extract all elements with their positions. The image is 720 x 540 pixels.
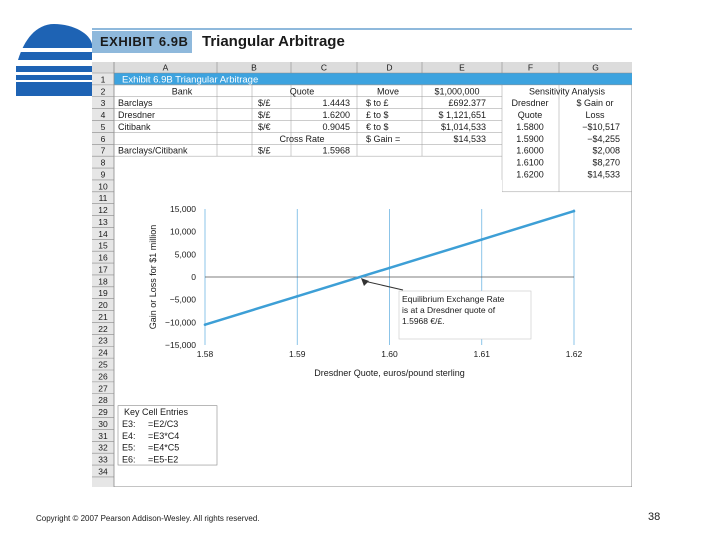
- row-header-25: 25: [98, 359, 108, 370]
- cell-pair: $/€: [258, 121, 271, 132]
- row-header-21: 21: [98, 311, 108, 322]
- cell-amount: £692.377: [448, 98, 486, 109]
- data-point: [480, 238, 483, 241]
- data-point: [573, 210, 576, 213]
- column-header-E: E: [459, 62, 465, 73]
- sensitivity-col2-line2: Loss: [585, 110, 605, 121]
- y-tick-label: −5,000: [169, 294, 196, 305]
- row-header-14: 14: [98, 228, 108, 239]
- row-header-5: 5: [100, 121, 106, 132]
- cell-quote: 0.9045: [322, 121, 350, 132]
- sensitivity-title: Sensitivity Analysis: [528, 86, 606, 97]
- row-header-10: 10: [98, 181, 108, 192]
- title-rule: [92, 28, 632, 30]
- column-header-A: A: [162, 62, 169, 73]
- annotation-text: Equilibrium Exchange Rate: [402, 294, 505, 304]
- key-cell-formula: =E3*C4: [148, 430, 180, 441]
- row-header-34: 34: [98, 466, 108, 477]
- sensitivity-quote: 1.6200: [516, 169, 544, 180]
- row-header-24: 24: [98, 347, 108, 358]
- key-cell-ref: E4:: [122, 430, 136, 441]
- annotation-text: 1.5968 €/£.: [402, 316, 445, 326]
- column-header-F: F: [527, 62, 534, 73]
- x-axis-label: Dresdner Quote, euros/pound sterling: [314, 368, 465, 378]
- row-header-30: 30: [98, 418, 108, 429]
- row-header-12: 12: [98, 205, 108, 216]
- y-tick-label: 5,000: [174, 249, 196, 260]
- column-header-C: C: [320, 62, 328, 73]
- cross-rate-label: Cross Rate: [279, 133, 325, 144]
- sensitivity-gain: $14,533: [587, 169, 620, 180]
- exhibit-title: Triangular Arbitrage: [202, 33, 345, 50]
- sensitivity-col1-line1: Dresdner: [511, 98, 549, 109]
- row-header-8: 8: [100, 157, 106, 168]
- row-header-13: 13: [98, 216, 108, 227]
- cell-cross-pair: $/£: [258, 145, 271, 156]
- row-header-27: 27: [98, 383, 108, 394]
- row-header-23: 23: [98, 335, 108, 346]
- data-point: [204, 323, 207, 326]
- cell-move: $ to £: [366, 98, 389, 109]
- header-quote: Quote: [289, 86, 315, 97]
- cell-quote: 1.6200: [322, 110, 350, 121]
- header-move: Move: [376, 86, 400, 97]
- row-header-2: 2: [100, 86, 106, 97]
- x-tick-label: 1.60: [381, 349, 398, 359]
- spreadsheet: [92, 62, 632, 487]
- key-cell-formula: =E4*C5: [148, 442, 180, 453]
- sensitivity-gain: −$10,517: [582, 121, 620, 132]
- cell-bank: Barclays: [118, 98, 153, 109]
- row-header-29: 29: [98, 407, 108, 418]
- cell-cross-bank: Barclays/Citibank: [118, 145, 188, 156]
- row-header-6: 6: [100, 133, 106, 144]
- data-point: [296, 295, 299, 298]
- row-header-33: 33: [98, 454, 108, 465]
- cell-amount: $1,014,533: [440, 121, 486, 132]
- row-header-4: 4: [100, 110, 106, 121]
- exhibit-tag: EXHIBIT 6.9B: [100, 34, 189, 49]
- cell-amount: $ 1,121,651: [438, 110, 486, 121]
- sensitivity-quote: 1.5900: [516, 133, 544, 144]
- page-number: 38: [648, 511, 661, 523]
- column-header-B: B: [251, 62, 257, 73]
- sensitivity-quote: 1.6100: [516, 157, 544, 168]
- y-tick-label: 0: [191, 272, 196, 282]
- x-tick-label: 1.58: [196, 349, 214, 359]
- row-header-9: 9: [100, 169, 106, 180]
- gain-value: $14,533: [453, 133, 486, 144]
- row-header-1: 1: [100, 74, 106, 85]
- sensitivity-gain: $8,270: [592, 157, 620, 168]
- row-header-22: 22: [98, 323, 108, 334]
- sensitivity-col1-line2: Quote: [517, 110, 543, 121]
- key-cells-title: Key Cell Entries: [124, 407, 189, 418]
- row-header-19: 19: [98, 288, 108, 299]
- spreadsheet-canvas: [92, 62, 632, 487]
- x-tick-label: 1.62: [565, 349, 583, 359]
- sensitivity-gain: $2,008: [592, 145, 620, 156]
- annotation-text: is at a Dresdner quote of: [402, 305, 496, 315]
- y-tick-label: 15,000: [170, 204, 196, 214]
- cell-cross-quote: 1.5968: [322, 145, 350, 156]
- sensitivity-col2-line1: $ Gain or: [576, 98, 614, 109]
- cell-move: £ to $: [366, 110, 389, 121]
- cell-quote: 1.4443: [322, 98, 350, 109]
- sensitivity-quote: 1.6000: [516, 145, 544, 156]
- key-cell-formula: =E5-E2: [148, 454, 179, 465]
- sheet-banner: Exhibit 6.9B Triangular Arbitrage: [122, 74, 259, 86]
- cell-move: € to $: [366, 121, 389, 132]
- header-amount: $1,000,000: [434, 86, 480, 97]
- row-header-7: 7: [100, 145, 106, 156]
- row-header-3: 3: [100, 98, 106, 109]
- x-tick-label: 1.61: [473, 349, 491, 359]
- row-header-26: 26: [98, 371, 108, 382]
- gain-label: $ Gain =: [366, 133, 401, 144]
- key-cell-ref: E6:: [122, 454, 136, 465]
- row-header-15: 15: [98, 240, 108, 251]
- cell-bank: Dresdner: [118, 110, 156, 121]
- key-cell-formula: =E2/C3: [148, 418, 179, 429]
- column-header-band: [92, 62, 632, 73]
- header-bank: Bank: [171, 86, 193, 97]
- row-header-16: 16: [98, 252, 108, 263]
- sensitivity-gain: −$4,255: [587, 133, 620, 144]
- row-header-31: 31: [98, 430, 108, 441]
- row-header-17: 17: [98, 264, 108, 275]
- x-tick-label: 1.59: [288, 349, 306, 359]
- column-header-D: D: [386, 62, 393, 73]
- key-cell-ref: E3:: [122, 418, 136, 429]
- row-header-28: 28: [98, 395, 108, 406]
- cell-pair: $/£: [258, 98, 271, 109]
- sensitivity-quote: 1.5800: [516, 121, 544, 132]
- row-header-32: 32: [98, 442, 108, 453]
- row-header-18: 18: [98, 276, 108, 287]
- cell-bank: Citibank: [118, 121, 151, 132]
- copyright-notice: Copyright © 2007 Pearson Addison-Wesley. All rights reserved.: [36, 514, 260, 523]
- y-tick-label: −10,000: [165, 317, 196, 328]
- y-axis-label: Gain or Loss for $1 million: [148, 224, 158, 330]
- row-header-20: 20: [98, 300, 108, 311]
- column-header-G: G: [592, 62, 599, 73]
- y-tick-label: −15,000: [165, 340, 196, 350]
- row-header-11: 11: [98, 193, 108, 204]
- y-tick-label: 10,000: [170, 226, 196, 237]
- publisher-logo: [14, 20, 94, 100]
- data-point: [388, 267, 391, 270]
- cell-pair: $/£: [258, 110, 271, 121]
- key-cell-ref: E5:: [122, 442, 136, 453]
